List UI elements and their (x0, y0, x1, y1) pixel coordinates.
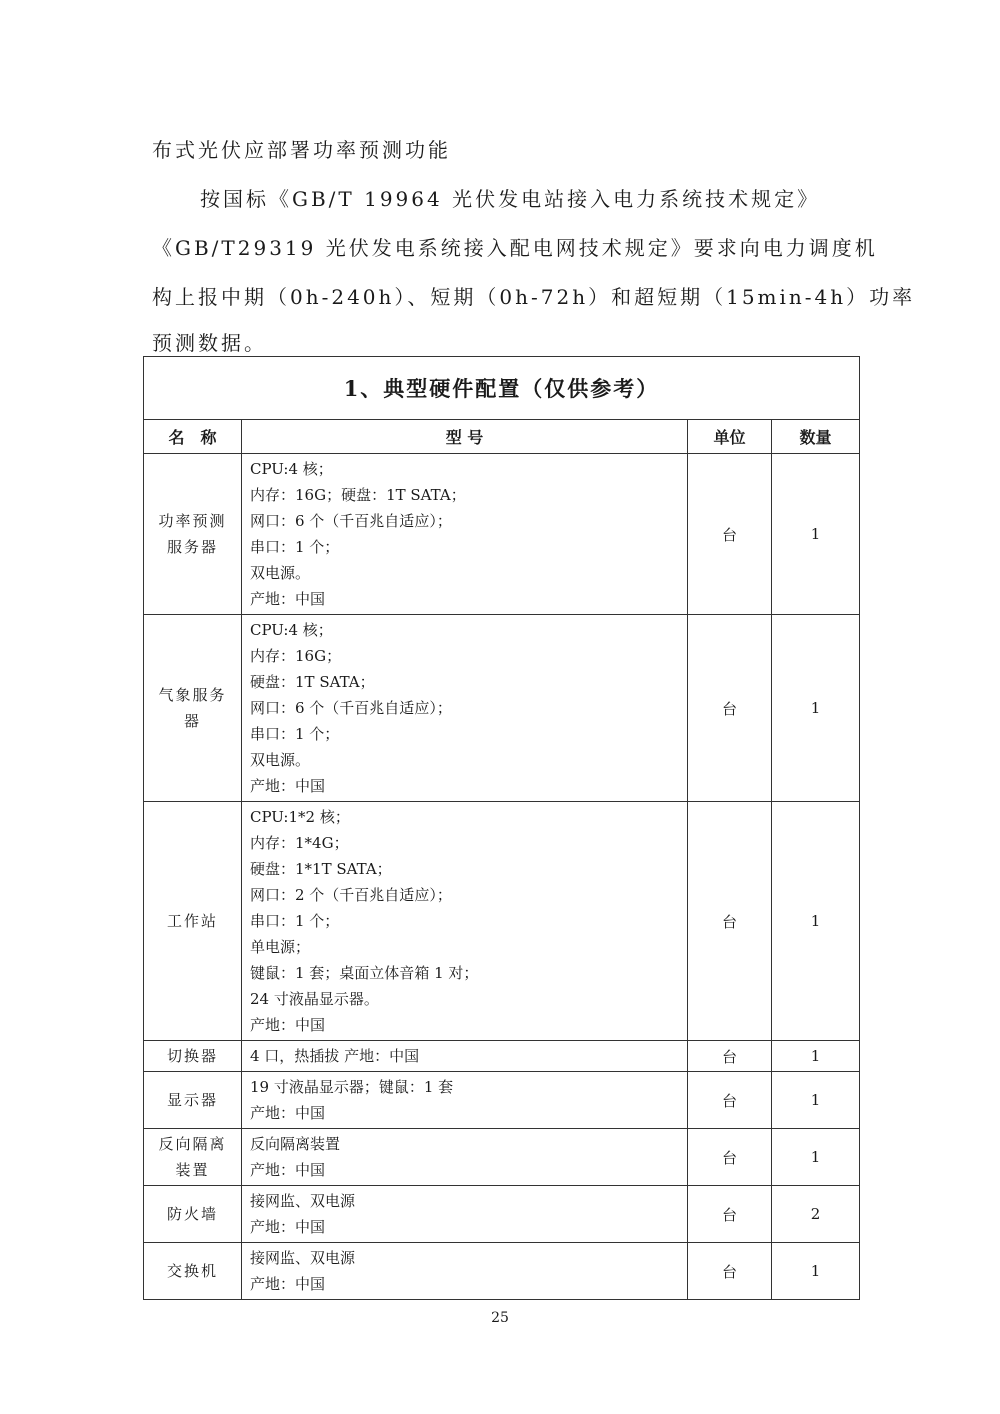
row-model-cell (242, 1243, 688, 1300)
hardware-config-table (143, 356, 860, 1300)
model-spec-line: 产地：中国 (250, 590, 326, 608)
paragraph-line-4: 预测数据。 (152, 331, 267, 355)
model-spec-line: 网口：2 个（千百兆自适应）； (250, 886, 452, 904)
row-qty-cell: 2 (772, 1186, 860, 1243)
table-row (144, 1041, 860, 1072)
table-row (144, 1243, 860, 1300)
model-spec-line: 双电源。 (250, 751, 311, 769)
row-model-cell (242, 1072, 688, 1129)
row-name-cell: 切换器 (144, 1041, 242, 1072)
table-row (144, 615, 860, 802)
row-unit-cell: 台 (688, 1186, 772, 1243)
model-spec-line: 双电源。 (250, 564, 311, 582)
row-unit-cell: 台 (688, 1041, 772, 1072)
model-spec-line: 24 寸液晶显示器。 (250, 990, 379, 1008)
row-qty-cell: 1 (772, 454, 860, 615)
row-name-cell: 防火墙 (144, 1186, 242, 1243)
row-model-cell (242, 1186, 688, 1243)
row-qty-cell: 1 (772, 615, 860, 802)
table-caption: 1、典型硬件配置（仅供参考） (144, 357, 860, 420)
model-spec-line: 反向隔离装置 (250, 1135, 341, 1153)
model-spec-line: 内存：16G； (250, 647, 342, 665)
row-unit-cell: 台 (688, 1243, 772, 1300)
row-qty-cell: 1 (772, 1129, 860, 1186)
row-name-cell: 反向隔离装置 (144, 1129, 242, 1186)
row-model-cell (242, 1129, 688, 1186)
row-model-cell (242, 454, 688, 615)
row-name-cell: 显示器 (144, 1072, 242, 1129)
row-name-cell: 功率预测服务器 (144, 454, 242, 615)
model-spec-line: 内存：16G；硬盘：1T SATA； (250, 486, 466, 504)
model-spec-line: 串口：1 个； (250, 725, 340, 743)
model-spec-line: 产地：中国 (250, 1218, 326, 1236)
row-qty-cell: 1 (772, 1072, 860, 1129)
model-spec-line: 硬盘：1*1T SATA； (250, 860, 392, 878)
row-unit-cell: 台 (688, 615, 772, 802)
header-name: 名 称 (144, 420, 242, 454)
row-model-cell (242, 1041, 688, 1072)
table-row (144, 1072, 860, 1129)
row-unit-cell: 台 (688, 1072, 772, 1129)
model-spec-line: 产地：中国 (250, 1016, 326, 1034)
row-unit-cell: 台 (688, 1129, 772, 1186)
paragraph-line-3: 构上报中期（0h-240h）、短期（0h-72h）和超短期（15min-4h）功率 (152, 285, 916, 309)
model-spec-line: 单电源； (250, 938, 311, 956)
model-spec-line: 产地：中国 (250, 1161, 326, 1179)
table-row (144, 1186, 860, 1243)
row-model-cell (242, 615, 688, 802)
row-model-cell (242, 802, 688, 1041)
model-spec-line: 接网监、双电源 (250, 1249, 356, 1267)
model-spec-line: 内存：1*4G； (250, 834, 349, 852)
model-spec-line: 串口：1 个； (250, 912, 340, 930)
model-spec-line: CPU:1*2 核； (250, 808, 350, 826)
model-spec-line: 硬盘：1T SATA； (250, 673, 375, 691)
paragraph-line-2: 《GB/T29319 光伏发电系统接入配电网技术规定》要求向电力调度机 (152, 236, 878, 260)
row-unit-cell: 台 (688, 454, 772, 615)
row-qty-cell: 1 (772, 802, 860, 1041)
table-row (144, 454, 860, 615)
header-model: 型 号 (242, 420, 688, 454)
model-spec-line: 键鼠：1 套；桌面立体音箱 1 对； (250, 964, 479, 982)
model-spec-line: 网口：6 个（千百兆自适应）； (250, 512, 452, 530)
row-qty-cell: 1 (772, 1041, 860, 1072)
page-number: 25 (491, 1310, 509, 1326)
section-heading-line: 布式光伏应部署功率预测功能 (152, 138, 451, 162)
header-unit: 单位 (688, 420, 772, 454)
model-spec-line: 串口：1 个； (250, 538, 340, 556)
row-qty-cell: 1 (772, 1243, 860, 1300)
row-name-cell: 交换机 (144, 1243, 242, 1300)
model-spec-line: 产地：中国 (250, 1104, 326, 1122)
model-spec-line: 产地：中国 (250, 1275, 326, 1293)
row-unit-cell: 台 (688, 802, 772, 1041)
table-row (144, 1129, 860, 1186)
table-body (144, 454, 860, 1300)
model-spec-line: 4 口，热插拔 产地：中国 (250, 1047, 420, 1065)
model-spec-line: CPU:4 核； (250, 621, 333, 639)
model-spec-line: 19 寸液晶显示器；键鼠：1 套 (250, 1078, 454, 1096)
model-spec-line: 网口：6 个（千百兆自适应）； (250, 699, 452, 717)
model-spec-line: 产地：中国 (250, 777, 326, 795)
row-name-cell: 气象服务器 (144, 615, 242, 802)
table-row (144, 802, 860, 1041)
paragraph-line-1: 按国标《GB/T 19964 光伏发电站接入电力系统技术规定》 (200, 187, 821, 211)
header-qty: 数量 (772, 420, 860, 454)
model-spec-line: CPU:4 核； (250, 460, 333, 478)
row-name-cell: 工作站 (144, 802, 242, 1041)
model-spec-line: 接网监、双电源 (250, 1192, 356, 1210)
